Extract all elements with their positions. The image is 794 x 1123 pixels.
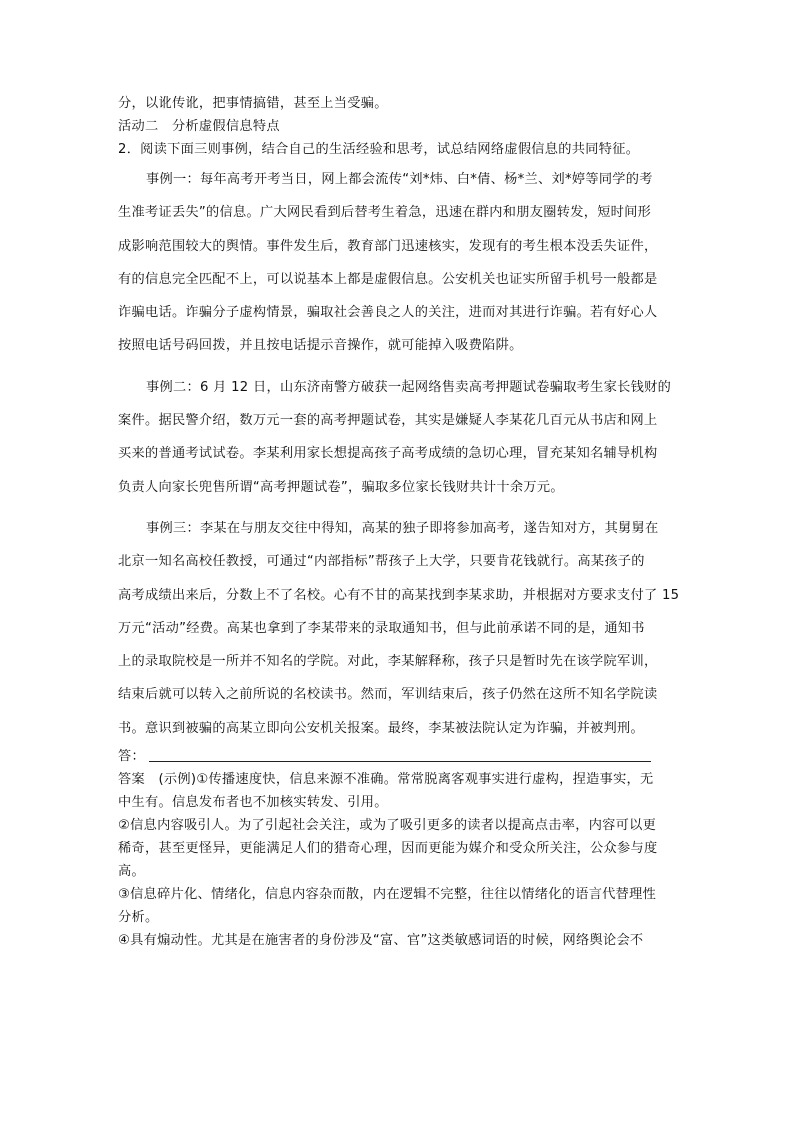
answer-row xyxy=(118,745,684,768)
answer-line: 高。 xyxy=(118,864,145,880)
example-two-line: 事例二：6 月 12 日，山东济南警方破获一起网络售卖高考押题试卷骗取考生家长钱财的 xyxy=(146,379,672,395)
answer-blank-line[interactable] xyxy=(149,747,651,762)
example-one-line: 生准考证丢失”的信息。广大网民看到后替考生着急，迅速在群内和朋友圈转发，短时间形 xyxy=(118,205,652,221)
example-one-line: 事例一：每年高考开考当日，网上都会流传“刘*炜、白*倩、杨*兰、刘*婷等同学的考 xyxy=(146,172,653,187)
answer-line: 稀奇，甚至更怪异，更能满足人们的猎奇心理，因而更能为媒介和受众所关注，公众参与度 xyxy=(118,841,658,857)
example-three-line: 北京一知名高校任教授，可通过“内部指标”帮孩子上大学，只要肯花钱就行。高某孩子的 xyxy=(118,554,645,570)
activity-heading: 活动二 分析虚假信息特点 xyxy=(118,119,280,134)
answer-line: ②信息内容吸引人。为了引起社会关注，或为了吸引更多的读者以提高点击率，内容可以更 xyxy=(118,818,657,834)
answer-line: 分析。 xyxy=(118,910,159,926)
answer-explanation xyxy=(118,768,684,952)
example-one-line: 诈骗电话。诈骗分子虚构情景，骗取社会善良之人的关注，进而对其进行诈骗。若有好心人 xyxy=(118,305,658,321)
example-three-line: 上的录取院校是一所并不知名的学院。对此，李某解释称，孩子只是暂时先在该学院军训， xyxy=(118,654,658,670)
example-one xyxy=(118,163,684,363)
answer-line: ④具有煽动性。尤其是在施害者的身份涉及“富、官”这类敏感词语的时候，网络舆论会不 xyxy=(118,933,644,949)
example-two-line: 买来的普通考试试卷。李某利用家长想提高孩子高考成绩的急切心理，冒充某知名辅导机构 xyxy=(118,446,658,462)
example-two xyxy=(118,371,684,504)
question-text: 2．阅读下面三则事例，结合自己的生活经验和思考，试总结网络虚假信息的共同特征。 xyxy=(118,142,640,157)
document-body xyxy=(118,92,684,952)
answer-label: 答： xyxy=(118,749,145,765)
example-three-line: 事例三：李某在与朋友交往中得知，高某的独子即将参加高考，遂告知对方，其舅舅在 xyxy=(146,520,659,536)
example-two-line: 负责人向家长兜售所谓“高考押题试卷”，骗取多位家长钱财共计十余万元。 xyxy=(118,479,564,495)
example-three-line: 书。意识到被骗的高某立即向公安机关报案。最终，李某被法院认定为诈骗，并被判刑。 xyxy=(118,720,645,736)
example-one-line: 成影响范围较大的舆情。事件发生后，教育部门迅速核实，发现有的考生根本没丢失证件， xyxy=(118,238,658,254)
answer-line: ③信息碎片化、情绪化，信息内容杂而散，内在逻辑不完整，往往以情绪化的语言代替理性 xyxy=(118,887,657,903)
example-three-line: 结束后就可以转入之前所说的名校读书。然而，军训结束后，孩子仍然在这所不知名学院读 xyxy=(118,687,658,703)
answer-line: 答案 (示例)①传播速度快，信息来源不准确。常常脱离客观事实进行虚构，捏造事实，无 xyxy=(118,772,654,788)
example-three xyxy=(118,512,684,745)
example-three-line: 万元“活动”经费。高某也拿到了李某带来的录取通知书，但与此前承诺不同的是，通知书 xyxy=(118,620,645,636)
answer-line: 中生有。信息发布者也不加核实转发、引用。 xyxy=(118,795,388,811)
intro-tail-line: 分，以讹传讹，把事情搞错，甚至上当受骗。 xyxy=(118,96,388,111)
example-one-line: 按照电话号码回拨，并且按电话提示音操作，就可能掉入吸费陷阱。 xyxy=(118,338,523,354)
example-one-line: 有的信息完全匹配不上，可以说基本上都是虚假信息。公安机关也证实所留手机号一般都是 xyxy=(118,271,658,287)
example-two-line: 案件。据民警介绍，数万元一套的高考押题试卷，其实是嫌疑人李某花几百元从书店和网上 xyxy=(118,413,658,429)
example-three-line: 高考成绩出来后，分数上不了名校。心有不甘的高某找到李某求助，并根据对方要求支付了 15 xyxy=(118,587,680,603)
